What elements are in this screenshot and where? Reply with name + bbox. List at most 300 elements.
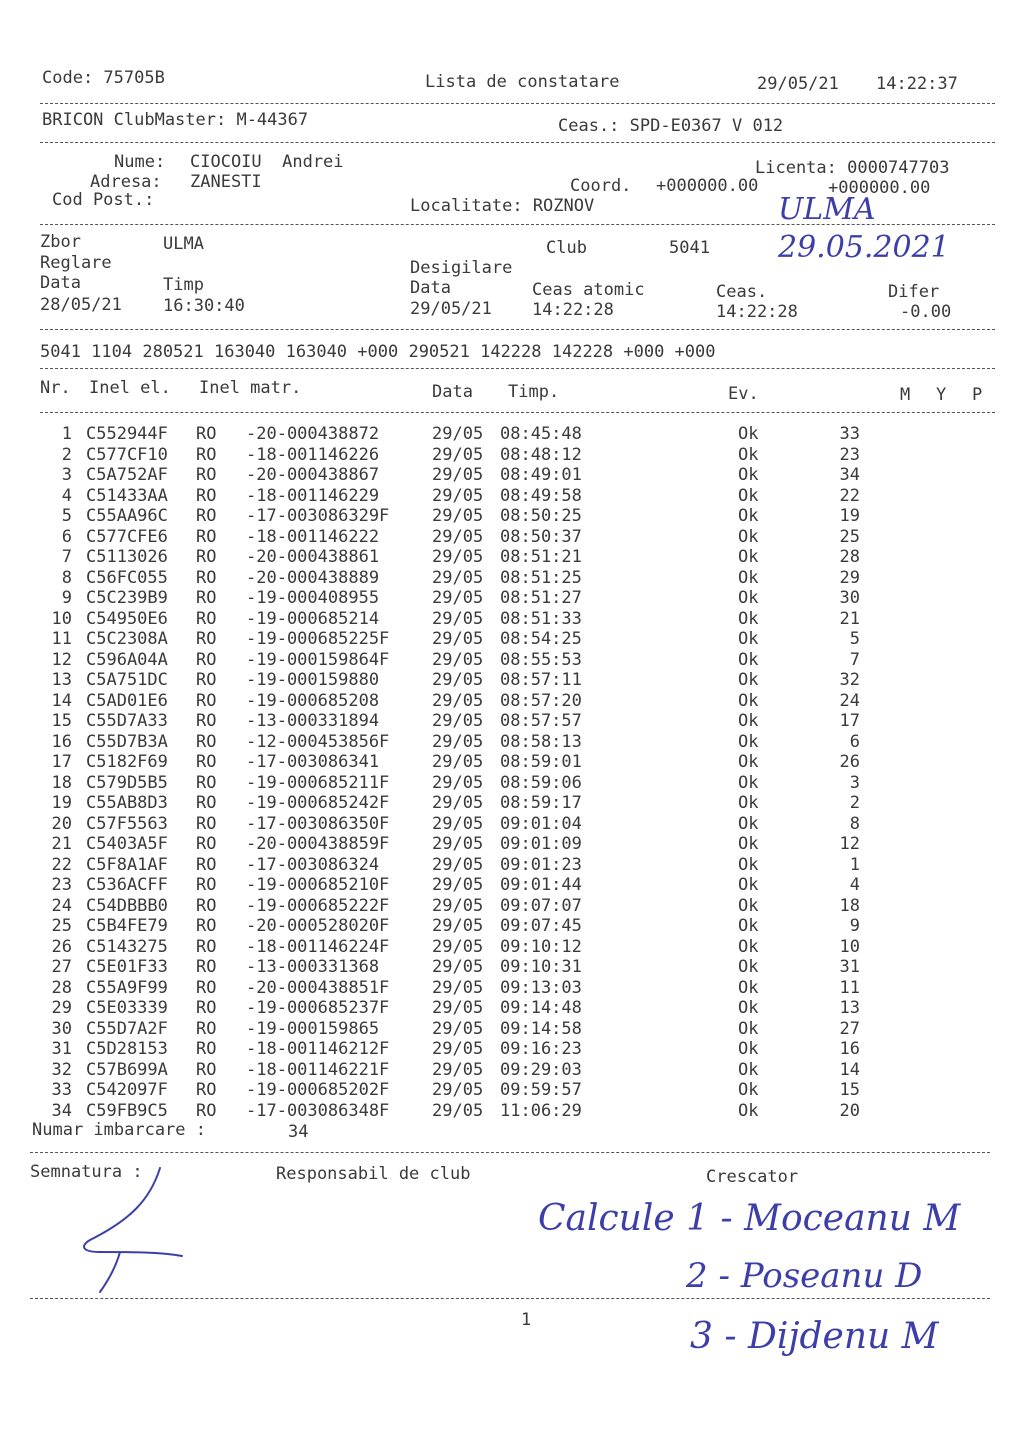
- reglare-data-label: Data: [40, 273, 81, 293]
- table-row: [0, 814, 1024, 834]
- cell-rank: 24: [839, 690, 860, 711]
- cell-date: 29/05: [432, 854, 484, 875]
- numar-imbarcare-value: 34: [288, 1122, 309, 1142]
- col-y: Y: [936, 385, 947, 405]
- cell-time: 09:14:58: [500, 1018, 582, 1039]
- cell-nr: 22: [51, 854, 72, 875]
- cell-date: 29/05: [432, 1080, 484, 1100]
- cell-country: RO: [196, 506, 217, 526]
- cell-country: RO: [196, 834, 217, 854]
- cell-date: 29/05: [432, 957, 484, 977]
- cell-date: 29/05: [432, 752, 484, 772]
- table-row: [0, 486, 1024, 506]
- desigilare-label: Desigilare: [410, 258, 513, 278]
- cell-rank: 1: [849, 854, 860, 875]
- cell-electronic-ring: C5143275: [86, 936, 168, 957]
- table-row: [0, 773, 1024, 793]
- cell-country: RO: [196, 854, 217, 875]
- cell-matriculation-ring: -13-000331368: [246, 957, 380, 977]
- cell-matriculation-ring: -19-000408955: [246, 588, 380, 608]
- table-row: [0, 424, 1024, 444]
- cell-time: 09:13:03: [500, 977, 582, 998]
- cell-matriculation-ring: -12-000453856F: [246, 731, 390, 752]
- cell-time: 08:59:17: [500, 793, 582, 813]
- cell-rank: 20: [839, 1100, 860, 1121]
- cell-date: 29/05: [432, 547, 484, 567]
- cell-date: 29/05: [432, 526, 484, 547]
- cell-matriculation-ring: -17-003086329F: [246, 506, 390, 526]
- cell-date: 29/05: [432, 485, 484, 506]
- cell-electronic-ring: C54DBBB0: [86, 895, 168, 916]
- handwritten-result-3: 3 - Dijdenu M: [690, 1316, 939, 1357]
- cell-nr: 20: [51, 813, 72, 834]
- table-row: [0, 629, 1024, 649]
- cell-date: 29/05: [432, 936, 484, 957]
- cell-date: 29/05: [432, 1059, 484, 1080]
- cell-event: Ok: [738, 977, 759, 998]
- cell-country: RO: [196, 670, 217, 690]
- cell-country: RO: [196, 588, 217, 608]
- cell-time: 08:51:25: [500, 567, 582, 588]
- separator: [40, 329, 995, 330]
- handwritten-result-2: 2 - Poseanu D: [686, 1256, 923, 1296]
- license-number: Licenta: 0000747703: [755, 158, 950, 178]
- table-row: [0, 998, 1024, 1018]
- cell-time: 08:55:53: [500, 649, 582, 670]
- table-row: [0, 691, 1024, 711]
- clock-time-label: Ceas.: [716, 282, 768, 302]
- cell-nr: 30: [51, 1018, 72, 1039]
- cell-electronic-ring: C5AD01E6: [86, 690, 168, 711]
- clock-label: Ceas.: SPD-E0367 V 012: [558, 116, 784, 136]
- cell-date: 29/05: [432, 670, 484, 690]
- cell-time: 08:59:01: [500, 752, 582, 772]
- cell-event: Ok: [738, 1059, 759, 1080]
- col-inel-el: Inel el.: [89, 378, 171, 398]
- cell-electronic-ring: C54950E6: [86, 608, 168, 629]
- table-row: [0, 670, 1024, 690]
- cell-event: Ok: [738, 1018, 759, 1039]
- cell-event: Ok: [738, 731, 759, 752]
- cell-time: 08:49:01: [500, 465, 582, 485]
- cell-rank: 12: [839, 834, 860, 854]
- cell-date: 29/05: [432, 916, 484, 936]
- difference-label: Difer: [888, 282, 940, 302]
- cell-matriculation-ring: -20-000438867: [246, 465, 380, 485]
- cell-electronic-ring: C5113026: [86, 547, 168, 567]
- cell-rank: 18: [839, 895, 860, 916]
- cell-nr: 18: [51, 772, 72, 793]
- cell-event: Ok: [738, 485, 759, 506]
- cell-event: Ok: [738, 916, 759, 936]
- zbor-label: Zbor: [40, 232, 81, 252]
- cell-electronic-ring: C57F5563: [86, 813, 168, 834]
- cell-electronic-ring: C55D7B3A: [86, 731, 168, 752]
- table-row: [0, 957, 1024, 977]
- cell-nr: 19: [51, 793, 72, 813]
- cell-event: Ok: [738, 793, 759, 813]
- system-label: BRICON ClubMaster: M-44367: [42, 110, 309, 130]
- cell-event: Ok: [738, 547, 759, 567]
- cell-date: 29/05: [432, 998, 484, 1018]
- club-label: Club: [546, 238, 587, 258]
- cell-rank: 28: [839, 547, 860, 567]
- cell-matriculation-ring: -20-000438872: [246, 424, 380, 444]
- cell-event: Ok: [738, 465, 759, 485]
- cell-date: 29/05: [432, 1018, 484, 1039]
- cell-electronic-ring: C55A9F99: [86, 977, 168, 998]
- cell-rank: 6: [849, 731, 860, 752]
- cell-country: RO: [196, 1080, 217, 1100]
- page-number: 1: [521, 1310, 532, 1330]
- cell-nr: 7: [61, 547, 72, 567]
- cell-nr: 15: [51, 711, 72, 731]
- header-time: 14:22:37: [876, 74, 958, 94]
- signature-scribble: [60, 1160, 200, 1300]
- cell-date: 29/05: [432, 772, 484, 793]
- cell-nr: 25: [51, 916, 72, 936]
- cell-country: RO: [196, 1018, 217, 1039]
- cell-country: RO: [196, 629, 217, 649]
- cell-matriculation-ring: -20-000438889: [246, 567, 380, 588]
- cell-country: RO: [196, 793, 217, 813]
- cell-matriculation-ring: -18-001146221F: [246, 1059, 390, 1080]
- cell-event: Ok: [738, 711, 759, 731]
- cell-matriculation-ring: -19-000159864F: [246, 649, 390, 670]
- cell-matriculation-ring: -18-001146212F: [246, 1039, 390, 1059]
- cell-nr: 6: [61, 526, 72, 547]
- cell-event: Ok: [738, 998, 759, 1018]
- cell-time: 11:06:29: [500, 1100, 582, 1121]
- cell-date: 29/05: [432, 690, 484, 711]
- cell-rank: 19: [839, 506, 860, 526]
- table-row: [0, 896, 1024, 916]
- cell-nr: 8: [61, 567, 72, 588]
- owner-name: CIOCOIU Andrei: [190, 152, 344, 172]
- cell-matriculation-ring: -17-003086324: [246, 854, 380, 875]
- cell-matriculation-ring: -17-003086341: [246, 752, 380, 772]
- cell-time: 08:51:33: [500, 608, 582, 629]
- table-row: [0, 916, 1024, 936]
- cell-time: 08:51:27: [500, 588, 582, 608]
- cell-event: Ok: [738, 772, 759, 793]
- handwritten-result-1: Calcule 1 - Moceanu M: [538, 1198, 961, 1239]
- cell-electronic-ring: C596A04A: [86, 649, 168, 670]
- cell-matriculation-ring: -19-000685242F: [246, 793, 390, 813]
- cell-time: 09:10:12: [500, 936, 582, 957]
- table-row: [0, 1080, 1024, 1100]
- cell-event: Ok: [738, 526, 759, 547]
- atomic-time: 14:22:28: [532, 300, 614, 320]
- cell-country: RO: [196, 936, 217, 957]
- cell-date: 29/05: [432, 793, 484, 813]
- table-row: [0, 609, 1024, 629]
- cell-electronic-ring: C579D5B5: [86, 772, 168, 793]
- coord-label: Coord.: [570, 176, 632, 196]
- col-timp: Timp.: [508, 382, 560, 402]
- cell-matriculation-ring: -20-000438859F: [246, 834, 390, 854]
- cell-country: RO: [196, 567, 217, 588]
- cell-rank: 34: [839, 465, 860, 485]
- table-row: [0, 547, 1024, 567]
- cell-country: RO: [196, 608, 217, 629]
- cell-event: Ok: [738, 670, 759, 690]
- cell-time: 09:07:07: [500, 895, 582, 916]
- cell-event: Ok: [738, 629, 759, 649]
- header-date: 29/05/21: [757, 74, 839, 94]
- cell-electronic-ring: C5A752AF: [86, 465, 168, 485]
- cell-matriculation-ring: -19-000685214: [246, 608, 380, 629]
- cell-rank: 23: [839, 444, 860, 465]
- cell-country: RO: [196, 526, 217, 547]
- cell-rank: 30: [839, 588, 860, 608]
- cell-country: RO: [196, 731, 217, 752]
- cell-nr: 2: [61, 444, 72, 465]
- cell-rank: 33: [839, 424, 860, 444]
- cell-date: 29/05: [432, 506, 484, 526]
- cell-country: RO: [196, 444, 217, 465]
- cell-matriculation-ring: -18-001146229: [246, 485, 380, 506]
- desigilare-date: 29/05/21: [410, 299, 492, 319]
- table-row: [0, 465, 1024, 485]
- cell-country: RO: [196, 465, 217, 485]
- cell-matriculation-ring: -17-003086350F: [246, 813, 390, 834]
- cell-time: 09:07:45: [500, 916, 582, 936]
- cell-matriculation-ring: -20-000438861: [246, 547, 380, 567]
- cell-nr: 12: [51, 649, 72, 670]
- club-number: 5041: [669, 238, 710, 258]
- cell-time: 08:57:57: [500, 711, 582, 731]
- cell-rank: 14: [839, 1059, 860, 1080]
- cell-event: Ok: [738, 895, 759, 916]
- cell-event: Ok: [738, 424, 759, 444]
- cell-nr: 9: [61, 588, 72, 608]
- cell-event: Ok: [738, 957, 759, 977]
- cell-country: RO: [196, 813, 217, 834]
- cell-rank: 3: [849, 772, 860, 793]
- cell-matriculation-ring: -19-000685211F: [246, 772, 390, 793]
- cell-rank: 22: [839, 485, 860, 506]
- cell-electronic-ring: C5403A5F: [86, 834, 168, 854]
- table-row: [0, 793, 1024, 813]
- table-row: [0, 875, 1024, 895]
- cell-event: Ok: [738, 1100, 759, 1121]
- cell-rank: 2: [849, 793, 860, 813]
- club-responsible-label: Responsabil de club: [276, 1164, 471, 1184]
- cell-date: 29/05: [432, 465, 484, 485]
- cell-electronic-ring: C55D7A33: [86, 711, 168, 731]
- cell-country: RO: [196, 547, 217, 567]
- cell-matriculation-ring: -19-000685237F: [246, 998, 390, 1018]
- difference-value: -0.00: [900, 302, 952, 322]
- cell-nr: 33: [51, 1080, 72, 1100]
- cell-matriculation-ring: -18-001146224F: [246, 936, 390, 957]
- cell-country: RO: [196, 711, 217, 731]
- cell-electronic-ring: C57B699A: [86, 1059, 168, 1080]
- cell-country: RO: [196, 916, 217, 936]
- numar-imbarcare-label: Numar imbarcare :: [32, 1120, 206, 1140]
- cell-country: RO: [196, 1100, 217, 1121]
- cell-rank: 11: [839, 977, 860, 998]
- cell-matriculation-ring: -19-000159865: [246, 1018, 380, 1039]
- col-nr: Nr.: [40, 378, 71, 398]
- cell-country: RO: [196, 977, 217, 998]
- cell-event: Ok: [738, 444, 759, 465]
- cell-rank: 4: [849, 875, 860, 895]
- document-title: Lista de constatare: [425, 72, 620, 92]
- cell-time: 08:45:48: [500, 424, 582, 444]
- cell-time: 09:29:03: [500, 1059, 582, 1080]
- cell-time: 09:10:31: [500, 957, 582, 977]
- cell-nr: 1: [61, 424, 72, 444]
- col-p: P: [972, 385, 983, 405]
- cell-rank: 8: [849, 813, 860, 834]
- cell-matriculation-ring: -13-000331894: [246, 711, 380, 731]
- reglare-time: 16:30:40: [163, 296, 245, 316]
- table-row: [0, 650, 1024, 670]
- cell-date: 29/05: [432, 567, 484, 588]
- cell-nr: 5: [61, 506, 72, 526]
- table-row: [0, 834, 1024, 854]
- breeder-label: Crescator: [706, 1167, 799, 1187]
- reglare-date: 28/05/21: [40, 295, 122, 315]
- separator: [40, 368, 995, 369]
- cell-country: RO: [196, 1059, 217, 1080]
- cell-matriculation-ring: -18-001146222: [246, 526, 380, 547]
- cell-event: Ok: [738, 608, 759, 629]
- address-label: Adresa:: [90, 172, 162, 192]
- cell-date: 29/05: [432, 444, 484, 465]
- cell-electronic-ring: C536ACFF: [86, 875, 168, 895]
- cell-country: RO: [196, 1039, 217, 1059]
- cell-rank: 17: [839, 711, 860, 731]
- table-row: [0, 978, 1024, 998]
- cell-matriculation-ring: -19-000685202F: [246, 1080, 390, 1100]
- table-row: [0, 752, 1024, 772]
- cell-event: Ok: [738, 690, 759, 711]
- cell-nr: 21: [51, 834, 72, 854]
- cell-rank: 7: [849, 649, 860, 670]
- cell-nr: 31: [51, 1039, 72, 1059]
- cell-country: RO: [196, 690, 217, 711]
- owner-address: ZANESTI: [190, 172, 262, 192]
- cell-rank: 16: [839, 1039, 860, 1059]
- cell-date: 29/05: [432, 424, 484, 444]
- postal-label: Cod Post.:: [52, 190, 155, 210]
- table-row: [0, 711, 1024, 731]
- cell-nr: 13: [51, 670, 72, 690]
- cell-electronic-ring: C542097F: [86, 1080, 168, 1100]
- reglare-label: Reglare: [40, 253, 112, 273]
- cell-event: Ok: [738, 834, 759, 854]
- cell-time: 08:58:13: [500, 731, 582, 752]
- table-row: [0, 568, 1024, 588]
- separator: [40, 103, 995, 104]
- cell-nr: 23: [51, 875, 72, 895]
- cell-time: 08:49:58: [500, 485, 582, 506]
- cell-event: Ok: [738, 649, 759, 670]
- cell-nr: 29: [51, 998, 72, 1018]
- cell-nr: 3: [61, 465, 72, 485]
- cell-rank: 5: [849, 629, 860, 649]
- cell-rank: 9: [849, 916, 860, 936]
- cell-electronic-ring: C5C239B9: [86, 588, 168, 608]
- cell-rank: 32: [839, 670, 860, 690]
- cell-rank: 27: [839, 1018, 860, 1039]
- desigilare-data-label: Data: [410, 278, 451, 298]
- cell-time: 09:14:48: [500, 998, 582, 1018]
- cell-date: 29/05: [432, 711, 484, 731]
- cell-nr: 17: [51, 752, 72, 772]
- locality: Localitate: ROZNOV: [410, 196, 595, 216]
- cell-nr: 11: [51, 629, 72, 649]
- coord-latitude: +000000.00: [656, 176, 759, 196]
- cell-country: RO: [196, 957, 217, 977]
- cell-nr: 10: [51, 608, 72, 629]
- cell-time: 08:57:11: [500, 670, 582, 690]
- table-row: [0, 855, 1024, 875]
- cell-nr: 26: [51, 936, 72, 957]
- cell-date: 29/05: [432, 834, 484, 854]
- cell-time: 09:01:09: [500, 834, 582, 854]
- cell-event: Ok: [738, 875, 759, 895]
- cell-rank: 15: [839, 1080, 860, 1100]
- cell-time: 08:50:37: [500, 526, 582, 547]
- name-label: Nume:: [114, 152, 166, 172]
- cell-country: RO: [196, 895, 217, 916]
- cell-event: Ok: [738, 1039, 759, 1059]
- cell-country: RO: [196, 485, 217, 506]
- col-m: M: [900, 385, 911, 405]
- cell-matriculation-ring: -19-000159880: [246, 670, 380, 690]
- handwritten-place: ULMA: [778, 192, 876, 227]
- coord-longitude: +000000.00: [828, 178, 931, 198]
- cell-electronic-ring: C5E03339: [86, 998, 168, 1018]
- separator: [40, 412, 995, 413]
- code-line: 5041 1104 280521 163040 163040 +000 290521 142228 142228 +000 +000: [40, 342, 716, 362]
- cell-electronic-ring: C577CF10: [86, 444, 168, 465]
- cell-electronic-ring: C577CFE6: [86, 526, 168, 547]
- cell-rank: 21: [839, 608, 860, 629]
- cell-time: 09:01:04: [500, 813, 582, 834]
- cell-country: RO: [196, 875, 217, 895]
- cell-rank: 13: [839, 998, 860, 1018]
- cell-time: 09:16:23: [500, 1039, 582, 1059]
- cell-date: 29/05: [432, 895, 484, 916]
- separator: [30, 1152, 990, 1153]
- cell-nr: 28: [51, 977, 72, 998]
- clock-time: 14:22:28: [716, 302, 798, 322]
- handwritten-date: 29.05.2021: [778, 230, 950, 265]
- cell-time: 09:01:44: [500, 875, 582, 895]
- cell-time: 08:57:20: [500, 690, 582, 711]
- cell-electronic-ring: C55D7A2F: [86, 1018, 168, 1039]
- cell-date: 29/05: [432, 608, 484, 629]
- cell-time: 08:50:25: [500, 506, 582, 526]
- col-inel-matr: Inel matr.: [199, 378, 302, 398]
- cell-date: 29/05: [432, 731, 484, 752]
- cell-nr: 27: [51, 957, 72, 977]
- cell-event: Ok: [738, 936, 759, 957]
- cell-date: 29/05: [432, 977, 484, 998]
- cell-country: RO: [196, 752, 217, 772]
- cell-event: Ok: [738, 854, 759, 875]
- cell-electronic-ring: C55AB8D3: [86, 793, 168, 813]
- cell-event: Ok: [738, 567, 759, 588]
- table-row: [0, 527, 1024, 547]
- cell-date: 29/05: [432, 1039, 484, 1059]
- cell-electronic-ring: C55AA96C: [86, 506, 168, 526]
